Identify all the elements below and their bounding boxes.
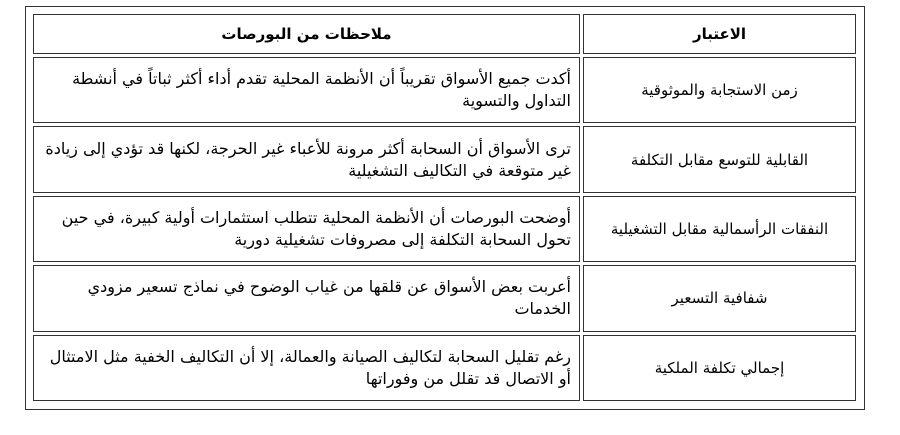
header-notes: ملاحظات من البورصات [33, 14, 580, 54]
table-row [33, 265, 856, 331]
table-row [33, 57, 856, 123]
comparison-table-frame [25, 6, 865, 410]
table-row [33, 126, 856, 192]
comparison-table [30, 11, 859, 404]
table-row [33, 196, 856, 262]
criterion-cell: القابلية للتوسع مقابل التكلفة [583, 126, 856, 192]
notes-cell: أكدت جميع الأسواق تقريباً أن الأنظمة المحلية تقدم أداء أكثر ثباتاً في أنشطة التداول والتسوية [33, 57, 580, 123]
criterion-cell: زمن الاستجابة والموثوقية [583, 57, 856, 123]
table-row [33, 335, 856, 401]
header-criterion: الاعتبار [583, 14, 856, 54]
notes-cell: أعربت بعض الأسواق عن قلقها من غياب الوضوح في نماذج تسعير مزودي الخدمات [33, 265, 580, 331]
criterion-cell: إجمالي تكلفة الملكية [583, 335, 856, 401]
notes-cell: ترى الأسواق أن السحابة أكثر مرونة للأعباء غير الحرجة، لكنها قد تؤدي إلى زيادة غير متوقعة في التكاليف التشغيلية [33, 126, 580, 192]
criterion-cell: شفافية التسعير [583, 265, 856, 331]
notes-cell: رغم تقليل السحابة لتكاليف الصيانة والعمالة، إلا أن التكاليف الخفية مثل الامتثال أو الاتصال قد تقلل من وفوراتها [33, 335, 580, 401]
table-header-row [33, 14, 856, 54]
criterion-cell: النفقات الرأسمالية مقابل التشغيلية [583, 196, 856, 262]
notes-cell: أوضحت البورصات أن الأنظمة المحلية تتطلب استثمارات أولية كبيرة، في حين تحول السحابة التكلفة إلى مصروفات تشغيلية دورية [33, 196, 580, 262]
